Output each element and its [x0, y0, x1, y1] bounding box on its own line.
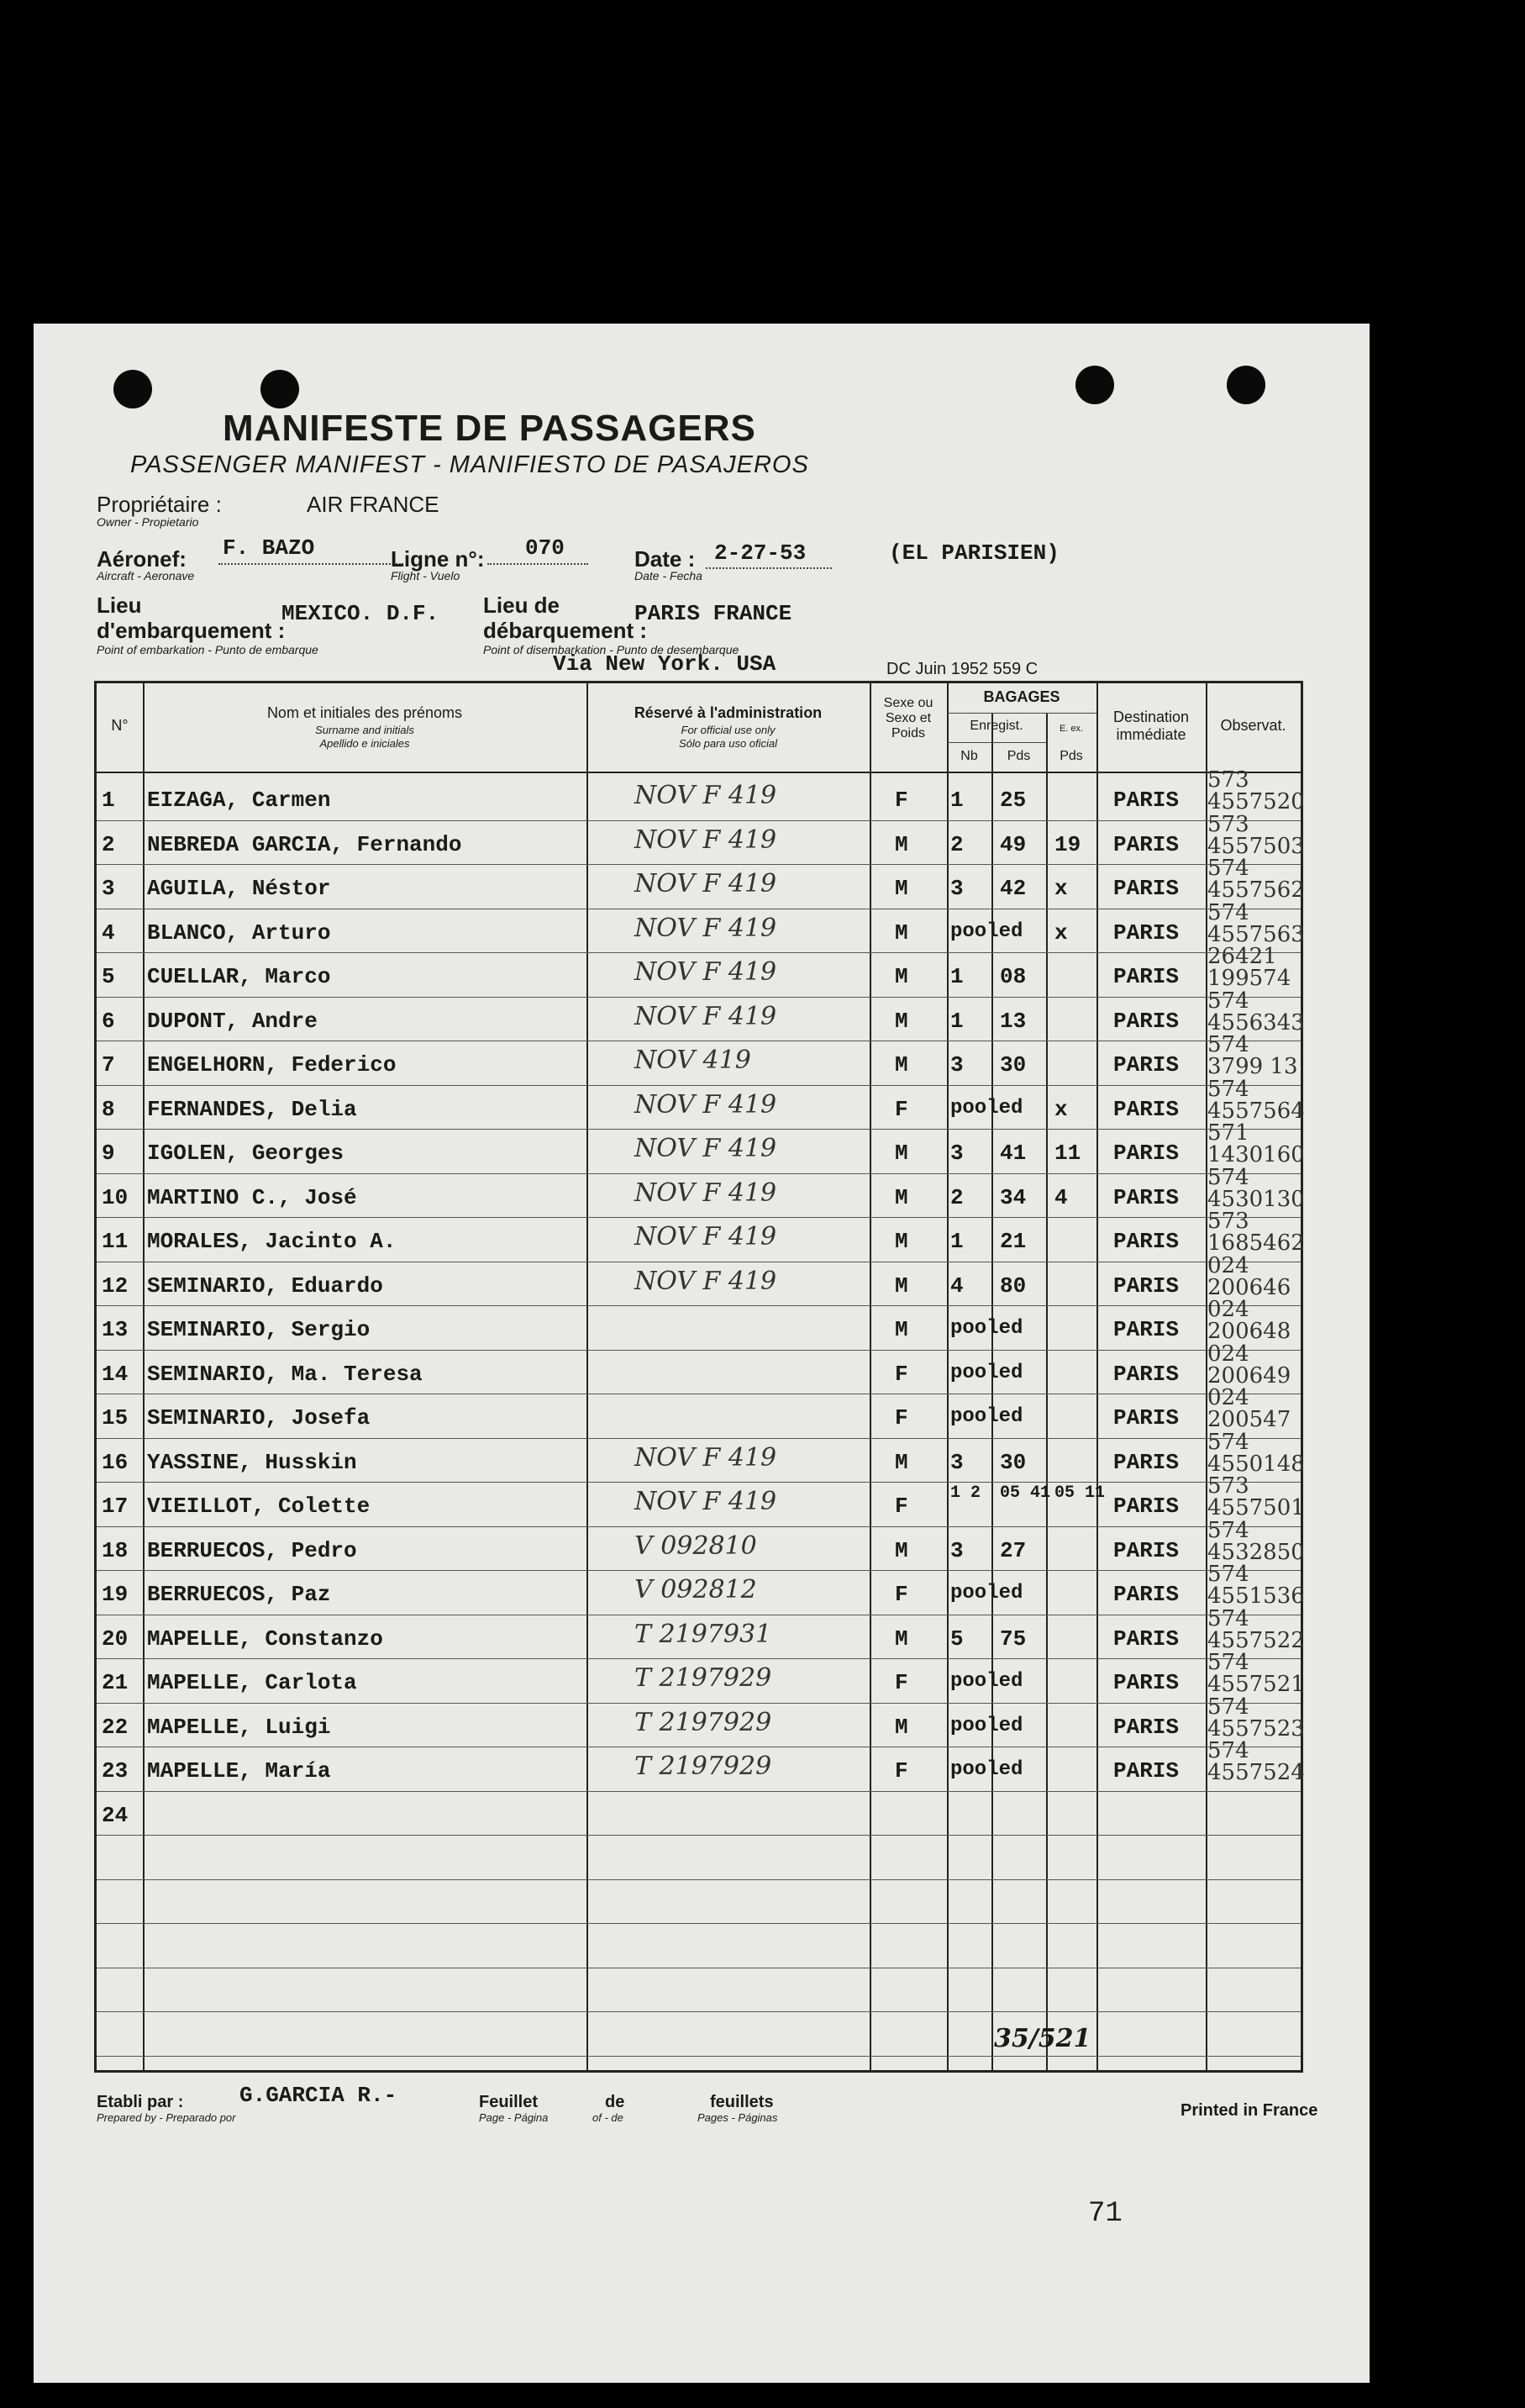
table-row [97, 1429, 1305, 1483]
passenger-sex: F [895, 788, 908, 813]
observation-number: 199574 [1207, 966, 1291, 991]
prepared-label: Etabli par : [97, 2093, 184, 2111]
admin-note: T 2197929 [634, 1663, 772, 1693]
punch-hole [260, 370, 299, 408]
bag-count: pooled [950, 1405, 1023, 1428]
observation-code: 574 [1207, 1517, 1249, 1543]
of-label: de [605, 2093, 625, 2111]
empty-row [97, 1879, 1301, 1925]
passenger-name: BERRUECOS, Paz [147, 1582, 331, 1607]
aircraft-value: F. BAZO [223, 535, 315, 561]
admin-note: NOV F 419 [634, 781, 777, 810]
col-observ: Observat. [1220, 717, 1286, 734]
empty-row [97, 1968, 1301, 2013]
passenger-name: SEMINARIO, Sergio [147, 1317, 371, 1342]
observation-number: 4557521 [1207, 1672, 1305, 1697]
col-bagages: BAGAGES [983, 688, 1060, 705]
pages-sublabel: Pages - Páginas [697, 2111, 778, 2124]
table-row [97, 1738, 1305, 1792]
bag-count: 2 [950, 831, 964, 857]
bag-weight: 34 [1000, 1184, 1027, 1210]
col-destination: Destination immédiate [1112, 709, 1190, 743]
bag-weight: 49 [1000, 831, 1027, 857]
flight-value: 070 [525, 535, 565, 561]
observation-number: 1430160 [1207, 1142, 1305, 1167]
admin-note: NOV F 419 [634, 1442, 777, 1473]
passenger-sex: M [895, 1184, 908, 1210]
empty-row [97, 1923, 1301, 1968]
excess-weight: x [1054, 1096, 1068, 1122]
passenger-name: MAPELLE, Constanzo [147, 1626, 383, 1652]
table-row [97, 1209, 1305, 1262]
admin-note: NOV F 419 [634, 957, 777, 987]
passenger-name: EIZAGA, Carmen [147, 788, 331, 813]
date-sublabel: Date - Fecha [634, 569, 702, 582]
observation-code: 573 [1207, 767, 1249, 793]
bag-count: 3 [950, 1449, 964, 1475]
destination: PARIS [1113, 1052, 1180, 1078]
col-admin: Réservé à l'administration [634, 704, 823, 721]
bag-weight: 41 [1000, 1141, 1027, 1166]
observation-number: 4557564 [1207, 1098, 1305, 1124]
observation-code: 574 [1207, 1694, 1249, 1720]
passenger-sex: M [895, 1714, 908, 1740]
prepared-value: G.GARCIA R.- [239, 2083, 397, 2108]
observation-number: 200646 [1207, 1274, 1291, 1300]
empty-row [97, 1835, 1301, 1880]
disembark-label: Lieu de [483, 593, 560, 618]
row-number: 22 [102, 1714, 129, 1740]
table-row [97, 1650, 1305, 1704]
passenger-name: VIEILLOT, Colette [147, 1494, 371, 1519]
printed-in: Printed in France [1181, 2101, 1318, 2120]
destination: PARIS [1113, 1714, 1180, 1740]
col-excess-pds: Pds [1060, 749, 1083, 763]
admin-note: NOV F 419 [634, 1487, 777, 1516]
admin-note: V 092812 [634, 1575, 757, 1604]
punch-hole [1227, 366, 1265, 404]
table-row [97, 1517, 1305, 1572]
table-row [97, 1605, 1305, 1660]
table-row [97, 856, 1305, 909]
admin-note: NOV F 419 [634, 1134, 777, 1163]
page-label: Feuillet [479, 2093, 539, 2111]
passenger-name: FERNANDES, Delia [147, 1096, 357, 1122]
col-enregist: Enregist. [970, 719, 1023, 733]
row-number: 20 [102, 1626, 129, 1652]
passenger-name: BERRUECOS, Pedro [147, 1537, 357, 1563]
table-row [97, 1120, 1305, 1174]
passenger-name: CUELLAR, Marco [147, 964, 331, 989]
passenger-name: SEMINARIO, Josefa [147, 1405, 371, 1431]
row-number: 3 [102, 876, 115, 901]
observation-number: 4557524 [1207, 1760, 1305, 1785]
bag-weight: 75 [1000, 1626, 1027, 1652]
bag-weight: 08 [1000, 964, 1027, 989]
destination: PARIS [1113, 919, 1180, 946]
observation-number: 4557522 [1207, 1627, 1305, 1653]
passenger-sex: M [895, 1141, 908, 1166]
aircraft-sublabel: Aircraft - Aeronave [97, 569, 195, 582]
admin-note: T 2197929 [634, 1752, 772, 1781]
passenger-sex: F [895, 1405, 908, 1431]
date-value: 2-27-53 [714, 540, 807, 566]
bag-count: pooled [950, 1670, 1023, 1693]
observation-code: 573 [1207, 1473, 1249, 1499]
passenger-sex: M [895, 876, 908, 901]
bag-weight: 80 [1000, 1272, 1027, 1299]
owner-value: AIR FRANCE [307, 492, 439, 517]
passenger-name: NEBREDA GARCIA, Fernando [147, 831, 462, 857]
bag-count: pooled [950, 1758, 1023, 1781]
excess-weight: 4 [1054, 1184, 1068, 1210]
observation-code: 573 [1207, 1209, 1249, 1234]
passenger-name: MAPELLE, María [147, 1758, 331, 1784]
bag-count: pooled [950, 1582, 1023, 1604]
row-number: 7 [102, 1052, 115, 1078]
observation-code: 574 [1207, 1076, 1249, 1102]
form-title: MANIFESTE DE PASSAGERS [223, 408, 756, 449]
row-number: 13 [102, 1317, 129, 1342]
table-row [97, 1694, 1305, 1748]
row-number: 8 [102, 1096, 115, 1122]
row-number: 16 [102, 1449, 129, 1475]
observation-number: 4532850 [1207, 1539, 1305, 1565]
disembark-value: PARIS FRANCE [634, 601, 792, 626]
table-row [97, 1164, 1305, 1219]
admin-note: NOV 419 [634, 1046, 751, 1075]
table-row [97, 1032, 1301, 1086]
bag-count: pooled [950, 1317, 1023, 1340]
destination: PARIS [1113, 1229, 1180, 1254]
passenger-name: BLANCO, Arturo [147, 919, 331, 946]
passenger-sex: M [895, 1008, 908, 1034]
destination: PARIS [1113, 1537, 1180, 1563]
bag-count: 5 [950, 1626, 964, 1652]
row-number: 18 [102, 1537, 129, 1563]
passenger-sex: M [895, 1626, 908, 1652]
form-subtitle: PASSENGER MANIFEST - MANIFIESTO DE PASAJEROS [130, 451, 809, 478]
bag-count: 3 [950, 1052, 964, 1078]
table-row [97, 944, 1301, 998]
passenger-name: AGUILA, Néstor [147, 876, 331, 901]
table-row [97, 1473, 1305, 1527]
observation-code: 574 [1207, 856, 1249, 881]
observation-number: 1685462 [1207, 1230, 1305, 1256]
row-number: 14 [102, 1361, 129, 1387]
admin-note: NOV F 419 [634, 1089, 777, 1120]
passenger-name: SEMINARIO, Ma. Teresa [147, 1361, 423, 1387]
observation-code: 573 [1207, 811, 1249, 837]
bag-weight: 30 [1000, 1449, 1027, 1475]
plane-name: (EL PARISIEN) [889, 540, 1060, 566]
bag-weight: 05 41 [1000, 1483, 1051, 1503]
passenger-name: MORALES, Jacinto A. [147, 1229, 397, 1254]
observation-number: 4530130 [1207, 1186, 1305, 1212]
row-number: 17 [102, 1494, 129, 1519]
admin-note: NOV F 419 [634, 1178, 777, 1208]
destination: PARIS [1113, 1405, 1180, 1431]
col-no: N° [111, 717, 129, 734]
of-sublabel: of - de [592, 2111, 623, 2124]
bag-weight: 30 [1000, 1052, 1027, 1078]
admin-note: T 2197929 [634, 1707, 772, 1737]
destination: PARIS [1113, 1272, 1180, 1299]
passenger-name: MAPELLE, Carlota [147, 1670, 357, 1695]
destination: PARIS [1113, 1494, 1180, 1519]
observation-number: 4557501 [1207, 1495, 1305, 1520]
row-number: 15 [102, 1405, 129, 1431]
baggage-total: 35/521 [994, 2024, 1091, 2053]
row-number: 10 [102, 1184, 129, 1210]
destination: PARIS [1113, 1184, 1180, 1210]
observation-number: 4557562 [1207, 877, 1305, 903]
punch-hole [1075, 366, 1114, 404]
passenger-sex: F [895, 1494, 908, 1519]
via-route: Via New York. USA [553, 651, 776, 677]
admin-note: V 092810 [634, 1531, 757, 1561]
bag-count: 1 [950, 1008, 964, 1034]
excess-weight: 19 [1054, 831, 1081, 857]
admin-note: NOV F 419 [634, 1266, 777, 1296]
admin-note: NOV F 419 [634, 913, 777, 943]
bag-count: 1 [950, 964, 964, 989]
table-row [97, 1791, 1301, 1836]
observation-code: 574 [1207, 1429, 1249, 1455]
passenger-sex: F [895, 1096, 908, 1122]
observation-number: 4551536 [1207, 1583, 1305, 1609]
punch-hole [113, 370, 152, 408]
destination: PARIS [1113, 1317, 1180, 1342]
row-number: 1 [102, 788, 115, 813]
destination: PARIS [1113, 1626, 1180, 1652]
observation-code: 574 [1207, 899, 1249, 925]
disembark-label-2: débarquement : [483, 618, 648, 643]
bag-count: 1 [950, 788, 964, 813]
owner-sublabel: Owner - Propietario [97, 515, 199, 529]
row-number: 9 [102, 1141, 115, 1166]
embark-label: Lieu [97, 593, 142, 618]
table-row [97, 988, 1305, 1042]
row-number: 24 [102, 1802, 129, 1828]
bag-count: 4 [950, 1272, 964, 1299]
col-name: Nom et initiales des prénoms [266, 704, 463, 721]
col-sex: Sexe ou Sexo et Poids [883, 696, 933, 740]
bag-count: 1 2 [950, 1483, 981, 1503]
bag-count: 3 [950, 1537, 964, 1563]
prepared-sublabel: Prepared by - Preparado por [97, 2111, 236, 2124]
passenger-name: IGOLEN, Georges [147, 1141, 344, 1166]
aircraft-label: Aéronef: [97, 546, 187, 572]
destination: PARIS [1113, 1449, 1180, 1475]
page-sublabel: Page - Página [479, 2111, 549, 2124]
col-pds: Pds [1007, 749, 1031, 763]
excess-weight: x [1054, 876, 1068, 901]
observation-code: 574 [1207, 1032, 1249, 1057]
manifest-sheet [34, 324, 1370, 2383]
passenger-sex: M [895, 964, 908, 989]
table-row [97, 1076, 1305, 1130]
passenger-sex: F [895, 1758, 908, 1784]
passenger-sex: F [895, 1670, 908, 1695]
observation-number: 200649 [1207, 1362, 1291, 1388]
admin-note: NOV F 419 [634, 1222, 777, 1251]
table-row [97, 899, 1305, 954]
bag-count: pooled [950, 919, 1023, 943]
bag-count: 3 [950, 1141, 964, 1166]
observation-code: 024 [1207, 1297, 1249, 1322]
destination: PARIS [1113, 1758, 1180, 1784]
admin-note: T 2197931 [634, 1619, 772, 1649]
destination: PARIS [1113, 964, 1180, 989]
flight-label: Ligne n°: [391, 546, 485, 572]
bag-count: 2 [950, 1184, 964, 1210]
table-row [97, 1341, 1301, 1395]
destination: PARIS [1113, 1361, 1180, 1387]
table-row [97, 1252, 1301, 1307]
observation-code: 574 [1207, 1738, 1249, 1763]
observation-number: 4557523 [1207, 1715, 1305, 1741]
destination: PARIS [1113, 831, 1180, 857]
observation-code: 574 [1207, 988, 1249, 1014]
table-row [97, 811, 1305, 866]
passenger-name: YASSINE, Husskin [147, 1449, 357, 1475]
bag-count: 3 [950, 876, 964, 901]
passenger-sex: F [895, 1582, 908, 1607]
form-code: DC Juin 1952 559 C [886, 660, 1039, 678]
admin-note: NOV F 419 [634, 1001, 777, 1031]
table-row [97, 1562, 1305, 1615]
observation-number: 4557520 [1207, 789, 1305, 814]
passenger-sex: M [895, 1537, 908, 1563]
passenger-sex: M [895, 831, 908, 857]
passenger-sex: M [895, 1449, 908, 1475]
bag-count: pooled [950, 1714, 1023, 1737]
observation-code: 574 [1207, 1164, 1249, 1190]
table-row [97, 767, 1305, 821]
destination: PARIS [1113, 1008, 1180, 1034]
row-number: 21 [102, 1670, 129, 1695]
bag-count: pooled [950, 1096, 1023, 1120]
observation-code: 024 [1207, 1385, 1249, 1410]
row-number: 12 [102, 1272, 129, 1299]
admin-note: NOV F 419 [634, 869, 777, 898]
bag-weight: 42 [1000, 876, 1027, 901]
passenger-name: SEMINARIO, Eduardo [147, 1272, 383, 1299]
date-label: Date : [634, 546, 696, 572]
observation-number: 4550148 [1207, 1451, 1305, 1477]
bag-weight: 27 [1000, 1537, 1027, 1563]
passenger-sex: F [895, 1361, 908, 1387]
observation-code: 574 [1207, 1562, 1249, 1587]
admin-note: NOV F 419 [634, 825, 777, 855]
passenger-name: MAPELLE, Luigi [147, 1714, 331, 1740]
owner-label: Propriétaire : [97, 492, 222, 517]
passenger-sex: M [895, 1317, 908, 1342]
row-number: 19 [102, 1582, 129, 1607]
row-number: 4 [102, 919, 115, 946]
observation-code: 574 [1207, 1605, 1249, 1631]
destination: PARIS [1113, 788, 1180, 813]
excess-weight: 11 [1054, 1141, 1081, 1166]
bag-count: 1 [950, 1229, 964, 1254]
observation-number: 200547 [1207, 1407, 1291, 1432]
row-number: 6 [102, 1008, 115, 1034]
row-number: 11 [102, 1229, 129, 1254]
disembark-sublabel: Point of disembarkation - Punto de desembarque [483, 643, 739, 656]
row-number: 23 [102, 1758, 129, 1784]
destination: PARIS [1113, 1096, 1180, 1122]
observation-number: 200648 [1207, 1319, 1291, 1344]
bag-weight: 25 [1000, 788, 1027, 813]
excess-weight: 05 11 [1054, 1483, 1106, 1503]
passenger-name: DUPONT, Andre [147, 1008, 318, 1034]
bag-count: pooled [950, 1361, 1023, 1384]
observation-code: 571 [1207, 1120, 1249, 1146]
destination: PARIS [1113, 876, 1180, 901]
bag-weight: 21 [1000, 1229, 1027, 1254]
observation-code: 024 [1207, 1341, 1249, 1367]
observation-code: 574 [1207, 1650, 1249, 1675]
passenger-sex: M [895, 1229, 908, 1254]
embark-sublabel: Point of embarkation - Punto de embarque [97, 643, 318, 656]
destination: PARIS [1113, 1670, 1180, 1695]
flight-sublabel: Flight - Vuelo [391, 569, 460, 582]
embark-label-2: d'embarquement : [97, 618, 286, 643]
destination: PARIS [1113, 1141, 1180, 1166]
observation-code: 26421 [1207, 944, 1277, 969]
row-number: 5 [102, 964, 115, 989]
passenger-name: ENGELHORN, Federico [147, 1052, 397, 1078]
pages-label: feuillets [710, 2093, 774, 2111]
observation-code: 024 [1207, 1252, 1249, 1278]
folio-number: 71 [1088, 2198, 1123, 2230]
observation-number: 4556343 [1207, 1009, 1305, 1035]
col-excess: E. ex. [1059, 724, 1084, 734]
destination: PARIS [1113, 1582, 1180, 1607]
excess-weight: x [1054, 919, 1068, 946]
bag-weight: 13 [1000, 1008, 1027, 1034]
passenger-name: MARTINO C., José [147, 1184, 357, 1210]
col-nb: Nb [960, 749, 978, 763]
passenger-sex: M [895, 1272, 908, 1299]
observation-number: 3799 13 [1207, 1054, 1298, 1079]
row-number: 2 [102, 831, 115, 857]
passenger-table: N° Nom et initiales des prénoms Surname and initials Apellido e iniciales Réservé à l'administration For official use only Sólo para uso oficial Sexe ou Sexo et Poids BAGAGES Enregist. Nb Pds E. ex. Pds Destination immédiate Observat. 1 EIZAGA, Carmen NOV F 419 F 1 25 PARIS 573 4557520 2 NEBREDA GARCIA, Fernando NOV F 419 M 2 49 19 PARIS 573 4557503 3 AGUILA, Néstor NOV F 419 M 3 42 x PARIS 574 4557562 4 BLANCO, Arturo NOV F 419 M pooled x PARIS 574 4557563 5 CUELLAR, Marco NOV F 419 M 1 08 PARIS 26421 199574 6 DUPONT, Andre NOV F 419 M 1 13 PARIS 574 4556343 7 ENGELHORN, Federico NOV 419 M 3 30 PARIS 574 3799 13 8 FERNANDES, Delia NOV F 419 F pooled x PARIS 574 4557564 9 IGOLEN, Georges NOV F 419 M 3 41 11 PARIS 571 1430160 10 MARTINO C., José NOV F 419 M 2 34 4 PARIS 574 4530130 11 MORALES, Jacinto A. NOV F 419 M 1 21 PARIS 573 1685462 12 SEMINARIO, Eduardo NOV F 419 M 4 80 PARIS 024 200646 13 SEMINARIO, Sergio M pooled PARIS 024 200648 14 SEMINARIO, Ma. Teresa F pooled PARIS 024 200649 15 SEMINARIO, Josefa F pooled PARIS 024 200547 16 YASSINE, Husskin NOV F 419 M 3 30 PARIS 574 4550148 17 VIEILLOT, Colette NOV F 419 F 1 2 05 41 05 11 PARIS 573 4557501 18 BERRUECOS, Pedro V 092810 M 3 27 PARIS 574 4532850 19 BERRUECOS, Paz V 092812 F pooled PARIS 574 4551536 20 MAPELLE, Constanzo T 2197931 M 5 75 PARIS 574 4557522 21 MAPELLE, Carlota T 2197929 F pooled PARIS 574 4557521 22 MAPELLE, Luigi T 2197929 M pooled PARIS 574 4557523 23 MAPELLE, María T 2197929 F pooled PARIS 574 4557524 24 35/521 [94, 681, 1303, 2073]
observation-number: 4557563 [1207, 921, 1305, 947]
passenger-sex: M [895, 919, 908, 946]
embark-value: MEXICO. D.F. [281, 601, 439, 626]
table-row [97, 1385, 1301, 1439]
table-row [97, 1297, 1301, 1351]
empty-row [97, 2011, 1301, 2057]
passenger-sex: M [895, 1052, 908, 1078]
observation-number: 4557503 [1207, 833, 1305, 859]
